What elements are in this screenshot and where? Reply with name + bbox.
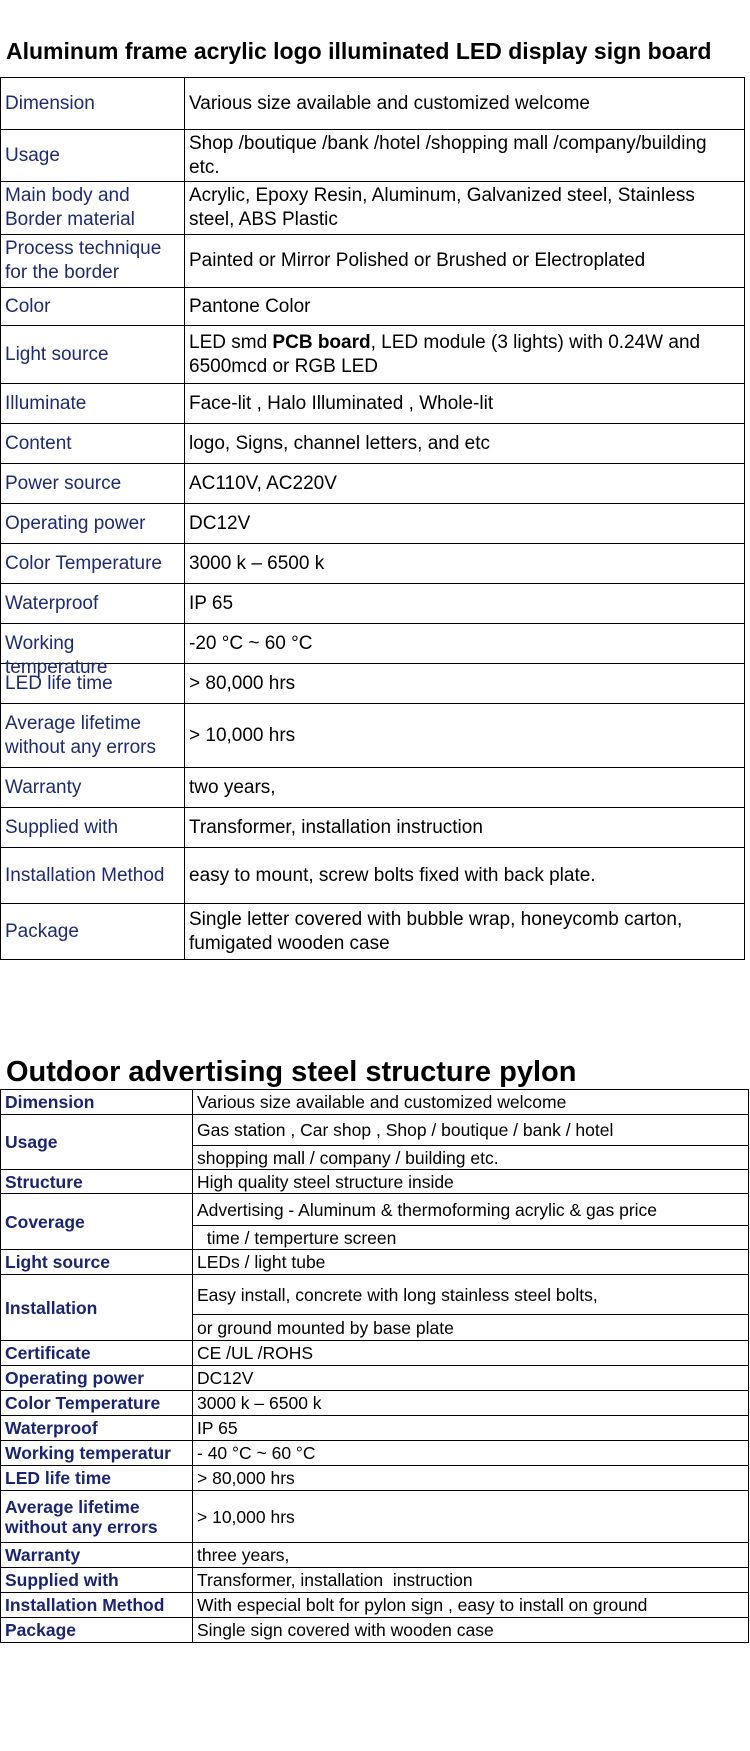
table-row — [1, 424, 745, 464]
spec-value: Pantone Color — [185, 288, 745, 326]
spec-label: Usage — [1, 130, 185, 182]
table-row — [1, 1568, 749, 1593]
table-row — [1, 326, 745, 384]
spec-label: Dimension — [1, 78, 185, 130]
spec-value: Single sign covered with wooden case — [193, 1618, 749, 1643]
spec-value: Advertising - Aluminum & thermoforming acrylic & gas price — [193, 1194, 749, 1226]
spec-label: Package — [1, 904, 185, 960]
spec-label: Usage — [1, 1115, 193, 1170]
spec-value: Various size available and customized welcome — [185, 78, 745, 130]
table-row — [1, 1090, 749, 1115]
spec-label: Process technique for the border — [1, 235, 185, 288]
table-row — [1, 1441, 749, 1466]
spec-value: -20 °C ~ 60 °C — [185, 624, 745, 664]
spec-value: Easy install, concrete with long stainless steel bolts, — [193, 1275, 749, 1315]
spec-value: - 40 °C ~ 60 °C — [193, 1441, 749, 1466]
spec-value-text: , LED module (3 lights) with 0.24W and 6500mcd or RGB LED — [189, 331, 701, 377]
table-row — [1, 1170, 749, 1194]
table-row — [1, 1618, 749, 1643]
spec-label: Package — [1, 1618, 193, 1643]
spec-label: Structure — [1, 1170, 193, 1194]
table-row — [1, 1593, 749, 1618]
spec-label: LED life time — [1, 1466, 193, 1491]
table-row — [1, 768, 745, 808]
spec-value: shopping mall / company / building etc. — [193, 1146, 749, 1170]
spec-label: Color Temperature — [1, 544, 185, 584]
spec-value: With especial bolt for pylon sign , easy to install on ground — [193, 1593, 749, 1618]
spec-value: 3000 k – 6500 k — [185, 544, 745, 584]
spec-label: Operating power — [1, 504, 185, 544]
spec-label: Main body and Border material — [1, 182, 185, 235]
spec-label: Color Temperature — [1, 1391, 193, 1416]
spec-value: > 80,000 hrs — [193, 1466, 749, 1491]
table-row — [1, 1341, 749, 1366]
table-row — [1, 1466, 749, 1491]
table-row — [1, 235, 745, 288]
spec-value: > 10,000 hrs — [193, 1491, 749, 1543]
spec-label: Waterproof — [1, 1416, 193, 1441]
pylon-table-title: Outdoor advertising steel structure pylon — [6, 1056, 577, 1088]
table-row — [1, 384, 745, 424]
spec-value: IP 65 — [185, 584, 745, 624]
spec-label: Light source — [1, 1250, 193, 1275]
spec-label-text: Working temperature — [5, 632, 108, 678]
spec-label — [1, 624, 185, 678]
spec-label: Supplied with — [1, 808, 185, 848]
spec-label: Coverage — [1, 1194, 193, 1250]
spec-value: DC12V — [193, 1366, 749, 1391]
table-row — [1, 704, 745, 768]
table-row — [1, 1416, 749, 1441]
spec-value: three years, — [193, 1543, 749, 1568]
table-row — [1, 664, 745, 704]
spec-value: Gas station , Car shop , Shop / boutique / bank / hotel — [193, 1115, 749, 1146]
spec-label: Content — [1, 424, 185, 464]
spec-label: Working temperatur — [1, 1441, 193, 1466]
led-sign-table-title: Aluminum frame acrylic logo illuminated LED display sign board — [6, 38, 712, 64]
table-row — [1, 808, 745, 848]
spec-value: High quality steel structure inside — [193, 1170, 749, 1194]
spec-label: Warranty — [1, 1543, 193, 1568]
spec-value: > 80,000 hrs — [185, 664, 745, 704]
spec-label: Average lifetime without any errors — [1, 704, 185, 768]
spec-value: IP 65 — [193, 1416, 749, 1441]
table-row — [1, 182, 745, 235]
table-row — [1, 544, 745, 584]
table-row — [1, 1491, 749, 1543]
spec-value: Transformer, installation instruction — [185, 808, 745, 848]
spec-label: Operating power — [1, 1366, 193, 1391]
spec-label: Light source — [1, 326, 185, 384]
spec-value: LEDs / light tube — [193, 1250, 749, 1275]
spec-label: Illuminate — [1, 384, 185, 424]
spec-label: Average lifetime without any errors — [1, 1491, 193, 1543]
table-row — [1, 1366, 749, 1391]
spec-label: Color — [1, 288, 185, 326]
spec-value-text: LED smd — [189, 331, 273, 353]
spec-value: 3000 k – 6500 k — [193, 1391, 749, 1416]
spec-label: Installation — [1, 1275, 193, 1341]
spec-label: Waterproof — [1, 584, 185, 624]
spec-label: LED life time — [1, 664, 185, 704]
table-row — [1, 848, 745, 904]
spec-value — [185, 326, 745, 384]
spec-value: Shop /boutique /bank /hotel /shopping mall /company/building etc. — [185, 130, 745, 182]
spec-value: Acrylic, Epoxy Resin, Aluminum, Galvanized steel, Stainless steel, ABS Plastic — [185, 182, 745, 235]
spec-value: Various size available and customized welcome — [193, 1090, 749, 1115]
spec-label: Supplied with — [1, 1568, 193, 1593]
spec-value-bold-text: PCB board — [272, 331, 371, 353]
spec-value: time / temperture screen — [193, 1226, 749, 1250]
spec-label: Installation Method — [1, 1593, 193, 1618]
spec-value: DC12V — [185, 504, 745, 544]
table-row — [1, 130, 745, 182]
table-row — [1, 464, 745, 504]
table-row — [1, 1115, 749, 1146]
table-row — [1, 904, 745, 960]
pylon-spec-table — [0, 1089, 749, 1643]
spec-value: two years, — [185, 768, 745, 808]
spec-label: Certificate — [1, 1341, 193, 1366]
spec-value: Painted or Mirror Polished or Brushed or Electroplated — [185, 235, 745, 288]
table-row — [1, 1250, 749, 1275]
table-row — [1, 1543, 749, 1568]
spec-value: AC110V, AC220V — [185, 464, 745, 504]
spec-label: Power source — [1, 464, 185, 504]
table-row — [1, 584, 745, 624]
led-sign-spec-table — [0, 77, 745, 960]
table-row — [1, 624, 745, 664]
table-row — [1, 1275, 749, 1315]
table-row — [1, 288, 745, 326]
table-row — [1, 504, 745, 544]
spec-label: Dimension — [1, 1090, 193, 1115]
spec-value: logo, Signs, channel letters, and etc — [185, 424, 745, 464]
table-row — [1, 1194, 749, 1226]
spec-value: CE /UL /ROHS — [193, 1341, 749, 1366]
table-row — [1, 1391, 749, 1416]
table-row — [1, 78, 745, 130]
spec-value: easy to mount, screw bolts fixed with back plate. — [185, 848, 745, 904]
spec-value: or ground mounted by base plate — [193, 1315, 749, 1341]
spec-value: Transformer, installation instruction — [193, 1568, 749, 1593]
spec-value: Single letter covered with bubble wrap, honeycomb carton, fumigated wooden case — [185, 904, 745, 960]
spec-label: Warranty — [1, 768, 185, 808]
spec-value: Face-lit , Halo Illuminated , Whole-lit — [185, 384, 745, 424]
spec-value: > 10,000 hrs — [185, 704, 745, 768]
spec-label: Installation Method — [1, 848, 185, 904]
